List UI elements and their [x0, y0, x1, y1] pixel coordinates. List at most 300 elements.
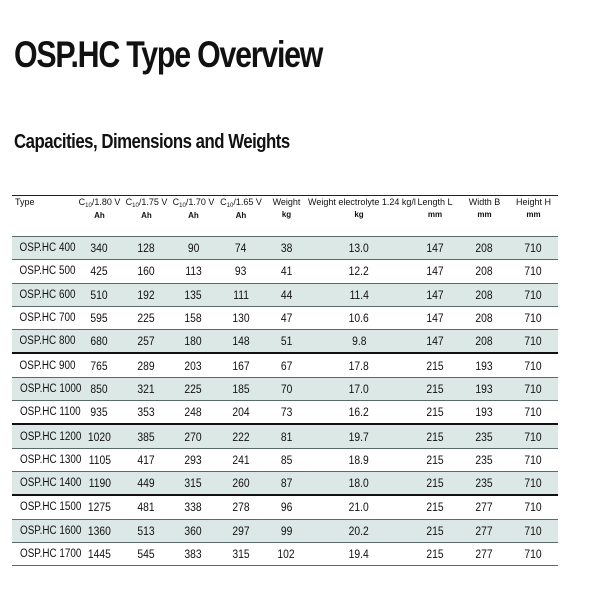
cell-type: [12, 448, 82, 471]
cell-value: 85: [280, 452, 293, 467]
cell-weight-electrolyte: [308, 519, 410, 542]
cell-height: [509, 424, 558, 448]
cell-length: [410, 377, 460, 400]
cell-c10-180v: [76, 448, 123, 471]
cell-c10-165v: [217, 542, 265, 565]
cell-value: 449: [137, 476, 156, 491]
table-row: [12, 424, 558, 448]
cell-c10-165v: [217, 353, 265, 377]
cell-value: 225: [184, 381, 203, 396]
cell-type: [12, 260, 76, 283]
cell-weight: [265, 401, 308, 425]
cell-weight: [265, 260, 308, 283]
column-header-c10-165v: $C_{10}/1.65$ V Ah: [217, 196, 265, 237]
cell-width: [460, 448, 509, 471]
cell-value: 74: [235, 241, 247, 256]
cell-value: OSP.HC 500: [19, 265, 76, 278]
cell-value: 215: [426, 358, 444, 373]
cell-c10-170v: [170, 377, 217, 400]
unit-label: Ah: [141, 211, 152, 221]
cell-value: 765: [90, 358, 109, 373]
cell-value: 680: [90, 334, 109, 349]
cell-value: 147: [426, 264, 444, 279]
cell-value: 277: [475, 500, 494, 515]
cell-value: 147: [426, 334, 444, 349]
table-header-row: [12, 196, 558, 237]
column-header-weight: Weight kg: [265, 196, 308, 237]
cell-value: 215: [426, 476, 444, 491]
cell-c10-180v: [76, 260, 123, 283]
cell-weight: [265, 353, 308, 377]
cell-type: [12, 283, 76, 306]
cell-value: 38: [280, 241, 293, 256]
cell-width: [460, 401, 509, 425]
cell-value: 67: [280, 358, 293, 373]
cell-c10-175v: [123, 237, 170, 260]
unit-label: Ah: [188, 211, 199, 221]
table-row: [12, 401, 558, 425]
cell-weight: [265, 237, 308, 260]
unit-label: Ah: [235, 211, 247, 221]
cell-length: [410, 519, 460, 542]
cell-value: 417: [137, 452, 156, 467]
cell-height: [509, 495, 558, 519]
column-header-c10-175v: $C_{10}/1.75$ V Ah: [123, 196, 170, 237]
cell-value: 338: [184, 500, 203, 515]
cell-length: [410, 283, 460, 306]
cell-value: 235: [475, 429, 494, 444]
unit-label: mm: [526, 209, 541, 219]
cell-value: 248: [184, 405, 203, 420]
cell-value: 167: [232, 358, 250, 373]
cell-type: [12, 495, 82, 519]
cell-value: OSP.HC 1700: [19, 548, 82, 560]
cell-value: 208: [475, 334, 494, 349]
table-row: [12, 495, 558, 519]
cell-height: [509, 353, 558, 377]
cell-value: 208: [475, 311, 494, 326]
table-row: [12, 283, 558, 306]
cell-weight-electrolyte: [308, 330, 410, 354]
cell-c10-180v: [76, 424, 123, 448]
cell-c10-180v: [76, 519, 123, 542]
cell-c10-165v: [217, 260, 265, 283]
cell-c10-175v: [123, 260, 170, 283]
cell-value: 513: [137, 523, 156, 538]
cell-value: OSP.HC 400: [19, 242, 76, 255]
cell-value: 185: [232, 381, 250, 396]
cell-value: 1445: [88, 547, 111, 561]
cell-height: [509, 330, 558, 354]
cell-type: [12, 424, 82, 448]
cell-value: OSP.HC 900: [19, 359, 76, 372]
cell-value: 73: [280, 405, 293, 420]
cell-value: 1020: [88, 429, 111, 444]
cell-height: [509, 260, 558, 283]
cell-weight-electrolyte: [308, 542, 410, 565]
cell-value: 1105: [88, 452, 111, 467]
cell-value: 19.7: [348, 429, 370, 444]
cell-value: OSP.HC 1200: [19, 430, 82, 443]
cell-length: [410, 330, 460, 354]
cell-weight-electrolyte: [308, 353, 410, 377]
table-row: [12, 377, 558, 400]
cell-value: 545: [137, 547, 156, 561]
cell-value: 18.9: [348, 452, 370, 467]
cell-c10-170v: [170, 237, 217, 260]
cell-value: 935: [90, 405, 109, 420]
cell-width: [460, 542, 509, 565]
cell-weight-electrolyte: [308, 471, 410, 495]
cell-c10-170v: [170, 424, 217, 448]
cell-c10-165v: [217, 519, 265, 542]
cell-value: 193: [475, 358, 494, 373]
cell-width: [460, 471, 509, 495]
cell-value: 10.6: [348, 311, 370, 326]
cell-length: [410, 260, 460, 283]
cell-type: [12, 542, 82, 565]
cell-value: 353: [137, 405, 156, 420]
cell-value: 20.2: [348, 523, 370, 538]
cell-c10-170v: [170, 495, 217, 519]
cell-c10-165v: [217, 471, 265, 495]
cell-value: 278: [232, 500, 250, 515]
cell-value: 293: [184, 452, 203, 467]
cell-c10-165v: [217, 401, 265, 425]
cell-value: 710: [524, 264, 543, 279]
cell-value: 710: [524, 381, 543, 396]
cell-width: [460, 377, 509, 400]
cell-value: 87: [280, 476, 293, 491]
cell-type: [12, 306, 76, 329]
cell-weight-electrolyte: [308, 306, 410, 329]
cell-c10-165v: [217, 306, 265, 329]
cell-value: 270: [184, 429, 203, 444]
cell-c10-165v: [217, 495, 265, 519]
cell-c10-180v: [76, 471, 123, 495]
cell-height: [509, 306, 558, 329]
cell-value: 710: [524, 523, 543, 538]
cell-c10-170v: [170, 471, 217, 495]
cell-value: 710: [524, 334, 543, 349]
cell-c10-175v: [123, 401, 170, 425]
cell-height: [509, 237, 558, 260]
cell-value: 208: [475, 287, 494, 302]
cell-value: 481: [137, 500, 156, 515]
cell-weight-electrolyte: [308, 424, 410, 448]
cell-width: [460, 495, 509, 519]
cell-value: 321: [137, 381, 156, 396]
cell-weight: [265, 519, 308, 542]
cell-type: [12, 471, 82, 495]
cell-value: OSP.HC 600: [19, 288, 76, 301]
cell-c10-180v: [76, 353, 123, 377]
cell-value: 160: [137, 264, 156, 279]
table-row: [12, 353, 558, 377]
cell-c10-165v: [217, 237, 265, 260]
cell-value: 204: [232, 405, 250, 420]
cell-c10-180v: [76, 495, 123, 519]
cell-value: 710: [524, 311, 543, 326]
cell-value: 158: [184, 311, 203, 326]
cell-c10-170v: [170, 401, 217, 425]
cell-value: 235: [475, 452, 494, 467]
cell-value: 13.0: [348, 241, 370, 256]
table-row: [12, 330, 558, 354]
cell-value: 385: [137, 429, 156, 444]
cell-weight: [265, 283, 308, 306]
cell-value: 147: [426, 241, 444, 256]
cell-c10-175v: [123, 495, 170, 519]
cell-value: 21.0: [348, 500, 370, 515]
cell-width: [460, 519, 509, 542]
column-header-type: Type: [15, 197, 35, 207]
unit-label: kg: [354, 209, 364, 219]
cell-type: [12, 401, 81, 425]
cell-value: 193: [475, 405, 494, 420]
cell-value: 850: [90, 381, 109, 396]
cell-length: [410, 495, 460, 519]
cell-value: 192: [137, 287, 156, 302]
cell-c10-165v: [217, 283, 265, 306]
cell-value: 17.0: [348, 381, 370, 396]
cell-c10-175v: [123, 306, 170, 329]
cell-value: 710: [524, 547, 543, 561]
cell-type: [12, 353, 76, 377]
cell-c10-165v: [217, 424, 265, 448]
unit-label: mm: [477, 209, 492, 219]
cell-value: 1275: [88, 500, 111, 515]
cell-width: [460, 424, 509, 448]
cell-value: 383: [184, 547, 203, 561]
column-header-length: Length L mm: [410, 196, 460, 237]
cell-value: OSP.HC 1500: [19, 501, 82, 514]
table-row: [12, 237, 558, 260]
cell-width: [460, 283, 509, 306]
cell-c10-175v: [123, 330, 170, 354]
cell-weight-electrolyte: [308, 401, 410, 425]
cell-weight: [265, 448, 308, 471]
cell-c10-175v: [123, 542, 170, 565]
cell-value: OSP.HC 1000: [19, 382, 82, 395]
cell-value: 81: [280, 429, 293, 444]
cell-length: [410, 542, 460, 565]
table-row: [12, 542, 558, 565]
cell-weight: [265, 306, 308, 329]
cell-length: [410, 401, 460, 425]
cell-value: 360: [184, 523, 203, 538]
page-title: OSP.HC Type Overview: [14, 34, 323, 75]
cell-value: 44: [280, 287, 293, 302]
cell-value: 19.4: [348, 547, 370, 561]
table-body: [12, 237, 558, 566]
cell-type: [12, 377, 82, 400]
cell-value: 193: [475, 381, 494, 396]
cell-value: 425: [90, 264, 109, 279]
cell-c10-170v: [170, 330, 217, 354]
table-row: [12, 519, 558, 542]
cell-c10-165v: [217, 330, 265, 354]
cell-value: OSP.HC 800: [19, 335, 76, 348]
cell-value: OSP.HC 1300: [19, 453, 82, 466]
cell-value: 710: [524, 452, 543, 467]
cell-c10-170v: [170, 542, 217, 565]
cell-value: 277: [475, 547, 494, 561]
cell-value: 710: [524, 241, 543, 256]
cell-type: [12, 330, 76, 354]
cell-height: [509, 448, 558, 471]
cell-value: 215: [426, 452, 444, 467]
cell-value: 70: [280, 381, 293, 396]
cell-value: 113: [185, 264, 202, 279]
cell-width: [460, 237, 509, 260]
cell-value: 208: [475, 264, 494, 279]
cell-c10-180v: [76, 306, 123, 329]
cell-c10-175v: [123, 377, 170, 400]
cell-weight-electrolyte: [308, 377, 410, 400]
cell-length: [410, 237, 460, 260]
cell-c10-175v: [123, 424, 170, 448]
cell-value: 41: [280, 264, 293, 279]
cell-value: 148: [232, 334, 250, 349]
cell-value: OSP.HC 700: [19, 312, 76, 325]
cell-value: 17.8: [348, 358, 370, 373]
cell-c10-175v: [123, 448, 170, 471]
cell-c10-165v: [217, 448, 265, 471]
cell-value: OSP.HC 1400: [19, 477, 82, 490]
cell-c10-175v: [123, 471, 170, 495]
cell-width: [460, 306, 509, 329]
cell-type: [12, 519, 82, 542]
cell-value: 297: [232, 523, 250, 538]
cell-value: 203: [184, 358, 203, 373]
cell-value: 222: [232, 429, 250, 444]
cell-value: 99: [280, 523, 293, 538]
cell-value: 180: [184, 334, 203, 349]
cell-c10-180v: [76, 330, 123, 354]
cell-length: [410, 471, 460, 495]
cell-value: 208: [475, 241, 494, 256]
cell-value: 93: [235, 264, 247, 279]
cell-value: 710: [524, 476, 543, 491]
cell-value: 215: [426, 523, 444, 538]
cell-value: 96: [280, 500, 293, 515]
unit-label: mm: [427, 209, 443, 219]
unit-label: Ah: [94, 211, 105, 221]
table-row: [12, 260, 558, 283]
cell-value: 16.2: [348, 405, 370, 420]
cell-value: 315: [184, 476, 203, 491]
cell-width: [460, 353, 509, 377]
cell-value: 147: [426, 311, 444, 326]
cell-value: 147: [426, 287, 444, 302]
table-row: [12, 471, 558, 495]
cell-value: 241: [232, 452, 250, 467]
cell-weight: [265, 377, 308, 400]
specifications-table: [12, 195, 558, 566]
cell-value: 215: [426, 429, 444, 444]
column-header-c10-180v: $C_{10}/1.80$ V Ah: [76, 196, 123, 237]
cell-height: [509, 519, 558, 542]
cell-length: [410, 306, 460, 329]
cell-value: 710: [524, 358, 543, 373]
cell-c10-170v: [170, 519, 217, 542]
cell-value: 135: [184, 287, 203, 302]
cell-height: [509, 401, 558, 425]
cell-value: OSP.HC 1600: [19, 524, 82, 537]
cell-weight-electrolyte: [308, 448, 410, 471]
cell-height: [509, 471, 558, 495]
cell-c10-170v: [170, 448, 217, 471]
cell-value: 9.8: [351, 334, 367, 349]
cell-width: [460, 330, 509, 354]
cell-value: 1360: [88, 523, 111, 538]
cell-weight: [265, 471, 308, 495]
cell-weight-electrolyte: [308, 283, 410, 306]
cell-value: 102: [277, 547, 296, 561]
cell-weight: [265, 330, 308, 354]
cell-c10-170v: [170, 353, 217, 377]
section-heading: Capacities, Dimensions and Weights: [14, 131, 290, 153]
cell-value: 260: [232, 476, 250, 491]
cell-value: 235: [475, 476, 494, 491]
cell-value: 340: [90, 241, 109, 256]
cell-length: [410, 353, 460, 377]
cell-value: 595: [90, 311, 109, 326]
cell-c10-170v: [170, 283, 217, 306]
cell-value: 215: [426, 500, 444, 515]
table-row: [12, 448, 558, 471]
cell-height: [509, 283, 558, 306]
cell-value: 257: [137, 334, 156, 349]
cell-length: [410, 448, 460, 471]
cell-c10-180v: [76, 237, 123, 260]
cell-value: 225: [137, 311, 156, 326]
cell-weight: [265, 542, 308, 565]
cell-value: 215: [426, 547, 444, 561]
column-header-weight-electrolyte: Weight electrolyte 1.24 kg/l kg: [308, 197, 416, 219]
cell-width: [460, 260, 509, 283]
cell-value: 1190: [88, 476, 111, 491]
cell-length: [410, 424, 460, 448]
cell-value: 215: [426, 405, 444, 420]
unit-label: kg: [281, 209, 292, 219]
specifications-table-container: [12, 195, 558, 566]
cell-value: 510: [90, 287, 109, 302]
cell-value: 710: [524, 287, 543, 302]
cell-value: OSP.HC 1100: [19, 406, 81, 419]
table-row: [12, 306, 558, 329]
cell-c10-180v: [76, 283, 123, 306]
cell-value: 277: [475, 523, 494, 538]
column-header-height: Height H mm: [509, 196, 558, 237]
cell-height: [509, 377, 558, 400]
cell-value: 90: [187, 241, 200, 256]
cell-value: 111: [233, 287, 249, 302]
cell-value: 51: [280, 334, 293, 349]
cell-weight-electrolyte: [308, 260, 410, 283]
cell-value: 215: [426, 381, 444, 396]
cell-type: [12, 237, 76, 260]
cell-value: 18.0: [348, 476, 370, 491]
cell-value: 128: [137, 241, 156, 256]
cell-c10-175v: [123, 283, 170, 306]
cell-weight-electrolyte: [308, 237, 410, 260]
cell-weight-electrolyte: [308, 495, 410, 519]
cell-weight: [265, 495, 308, 519]
cell-value: 130: [232, 311, 250, 326]
cell-value: 12.2: [348, 264, 370, 279]
